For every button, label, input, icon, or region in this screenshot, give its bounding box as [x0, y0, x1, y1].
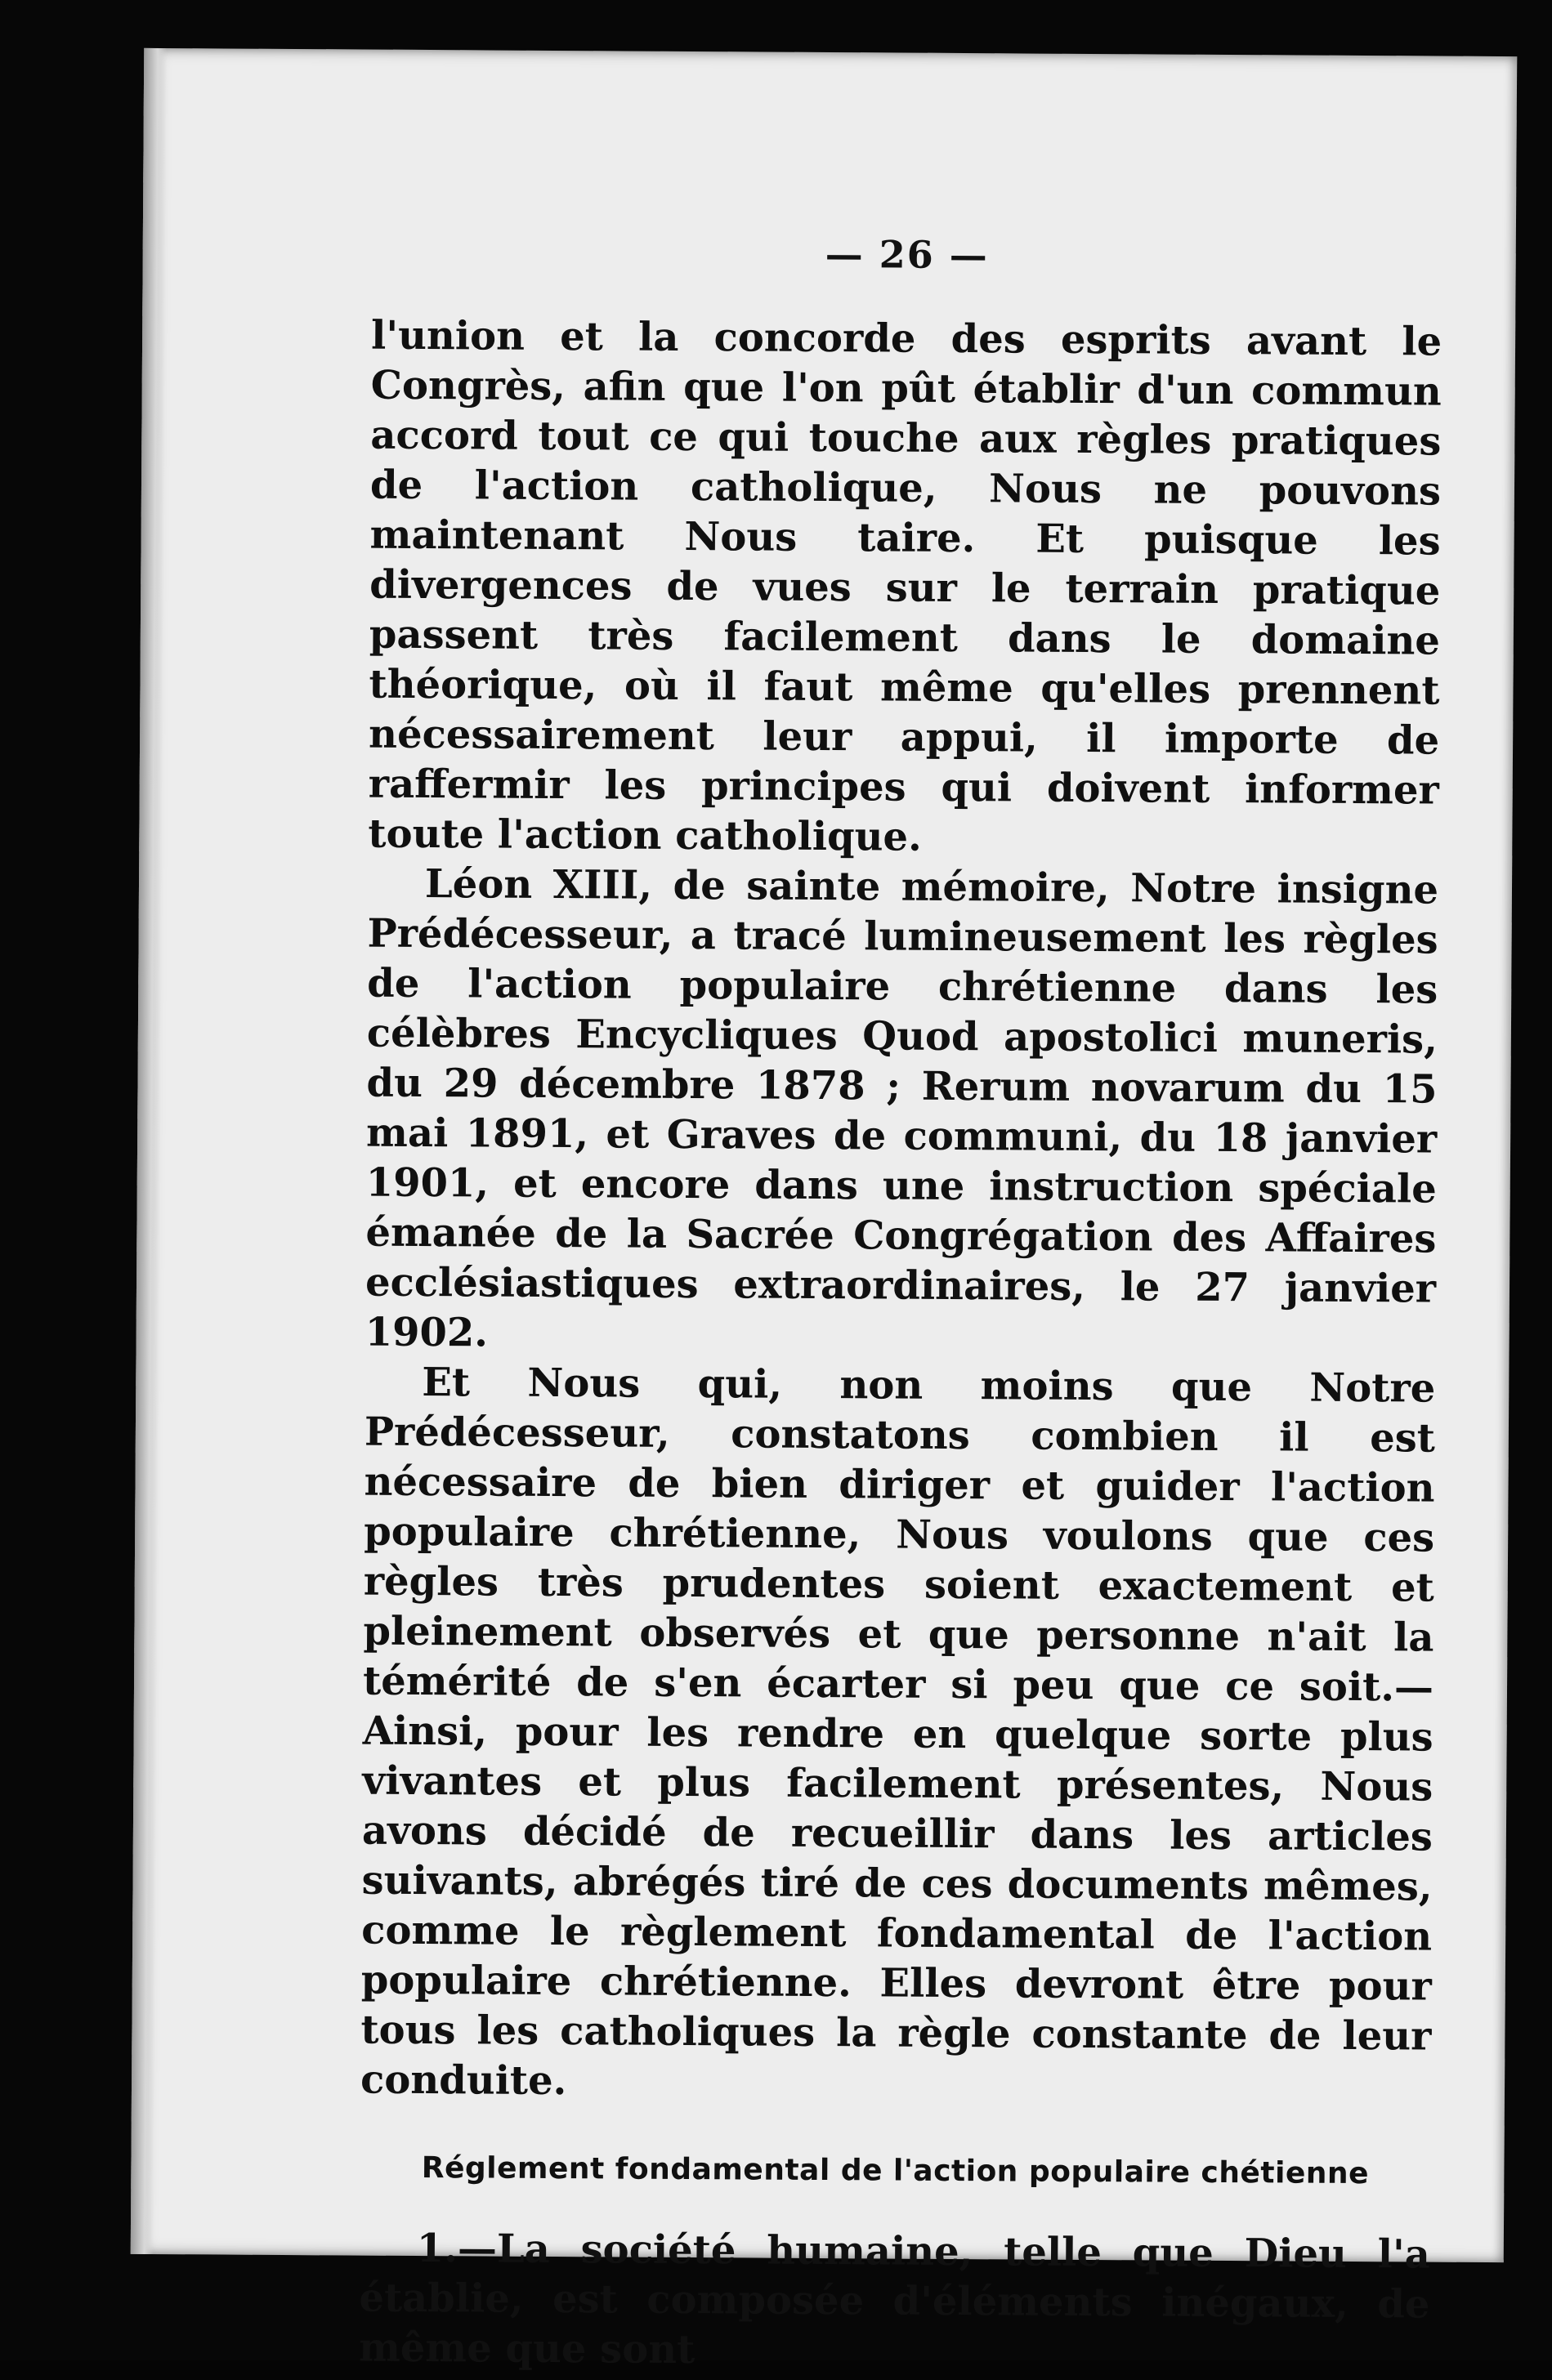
- paragraph-2: Léon XIII, de sainte mémoire, Notre insigne Prédécesseur, a tracé lumineusement les règles de l'action populaire chrétienne dans les célèbres Encycliques Quod apostolici muneris, du 29 décembre 1878 ; Rerum novarum du 15 mai 1891, et Graves de communi, du 18 janvier 1901, et encore dans une instruction spéciale émanée de la Sacrée Congrégation des Affaires ecclésiastiques extraordinaires, le 27 janvier 1902.: [365, 861, 1439, 1356]
- book-page: [131, 48, 1517, 2373]
- article-1: 1.—La société humaine, telle que Dieu l'a établie, est composée d'éléments inégaux, de même que sont: [358, 2225, 1430, 2373]
- paragraph-1: l'union et la concorde des esprits avant le Congrès, afin que l'on pût établir d'un commun accord tout ce qui touche aux règles pratiques de l'action catholique, Nous ne pouvons maintenant Nous taire. Et puisque les divergences de vues sur le terrain pratique passent très facilement dans le domaine théorique, où il faut même qu'elles prennent nécessairement leur appui, il importe de raffermir les principes qui doivent informer toute l'action catholique.: [368, 312, 1442, 860]
- paragraph-3: Et Nous qui, non moins que Notre Prédécesseur, constatons combien il est nécessaire de bien diriger et guider l'action populaire chrétienne, Nous voulons que ces règles très prudentes soient exactement et pleinement observés et que personne n'ait la témérité de s'en écarter si peu que ce soit.—Ainsi, pour les rendre en quelque sorte plus vivantes et plus facilement présentes, Nous avons décidé de recueillir dans les articles suivants, abrégés tiré de ces documents mêmes, comme le règlement fondamental de l'action populaire chrétienne. Elles devront être pour tous les catholiques la règle constante de leur conduite.: [360, 1360, 1436, 2105]
- page-number: — 26 —: [825, 231, 989, 278]
- section-heading: Réglement fondamental de l'action populaire chétienne: [421, 2151, 1370, 2191]
- body-text: [359, 311, 1442, 2380]
